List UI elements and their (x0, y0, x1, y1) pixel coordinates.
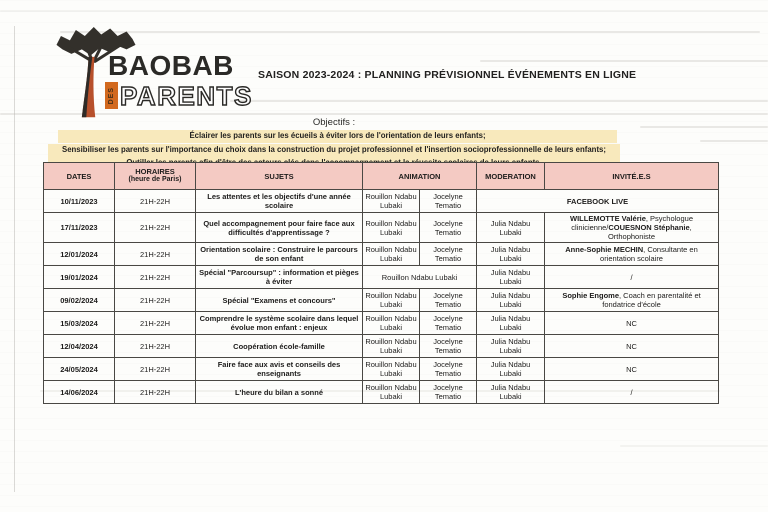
cell-moderation: Julia Ndabu Lubaki (477, 335, 545, 358)
cell-moderation: Julia Ndabu Lubaki (477, 381, 545, 404)
cell-animation-2: Jocelyne Tematio (420, 243, 477, 266)
guest-segment: NC (626, 318, 637, 328)
cell-animation-1: Rouillon Ndabu Lubaki (363, 213, 420, 243)
cell-animation-1: Rouillon Ndabu Lubaki (363, 289, 420, 312)
column-header-horaires (115, 163, 196, 190)
page-edge-line (14, 26, 15, 492)
cell-animation-2: Jocelyne Tematio (420, 213, 477, 243)
column-header-sujets: SUJETS (196, 163, 363, 190)
cell-animation-1: Rouillon Ndabu Lubaki (363, 335, 420, 358)
table-header-row (44, 163, 719, 190)
scan-streak (0, 10, 768, 12)
cell-date: 12/04/2024 (44, 335, 115, 358)
table-row (44, 358, 719, 381)
cell-date: 19/01/2024 (44, 266, 115, 289)
guest-segment: Sophie Engome (562, 291, 619, 300)
logo-text-baobab: BAOBAB (108, 50, 234, 81)
guest-segment: , Coach en parentalité et fondatrice d'école (602, 291, 701, 309)
cell-time: 21H-22H (115, 335, 196, 358)
cell-time: 21H-22H (115, 358, 196, 381)
logo-text-parents: PARENTS (120, 81, 253, 111)
cell-animation-2: Jocelyne Tematio (420, 289, 477, 312)
cell-guests (545, 335, 719, 358)
cell-animation-2: Jocelyne Tematio (420, 312, 477, 335)
cell-subject: Spécial "Examens et concours" (196, 289, 363, 312)
cell-animation-2: Jocelyne Tematio (420, 335, 477, 358)
guest-segment: NC (626, 364, 637, 374)
guest-segment: , Psychologue clinicienne/ (571, 214, 693, 232)
scan-streak (480, 60, 768, 62)
cell-moderation: Julia Ndabu Lubaki (477, 213, 545, 243)
cell-time: 21H-22H (115, 190, 196, 213)
cell-moderation: Julia Ndabu Lubaki (477, 289, 545, 312)
table-row (44, 243, 719, 266)
cell-subject: Les attentes et les objectifs d'une année scolaire (196, 190, 363, 213)
cell-animation-2: Jocelyne Tematio (420, 190, 477, 213)
cell-time: 21H-22H (115, 289, 196, 312)
scan-streak (700, 140, 768, 142)
cell-subject: Faire face aux avis et conseils des enseignants (196, 358, 363, 381)
cell-animation-2: Jocelyne Tematio (420, 358, 477, 381)
cell-moderation: Julia Ndabu Lubaki (477, 312, 545, 335)
cell-animation-1: Rouillon Ndabu Lubaki (363, 190, 420, 213)
cell-subject: Spécial "Parcoursup" : information et pièges à éviter (196, 266, 363, 289)
objectives-label: Objectifs : (312, 117, 356, 128)
cell-animation-merged: Rouillon Ndabu Lubaki (363, 266, 477, 289)
objective-item: Sensibiliser les parents sur l'importance du choix dans la construction du projet professionnel et l'insertion socioprofessionnelle de leurs enfants; (48, 144, 620, 157)
column-header-dates: DATES (44, 163, 115, 190)
baobab-parents-logo (55, 22, 255, 122)
cell-guests (545, 213, 719, 243)
guest-segment: COUESNON Stéphanie (608, 223, 690, 232)
cell-time: 21H-22H (115, 213, 196, 243)
logo-parents-row (105, 82, 253, 109)
column-header-animation: ANIMATION (363, 163, 477, 190)
guest-segment: / (630, 272, 633, 282)
cell-time: 21H-22H (115, 381, 196, 404)
cell-guests (545, 381, 719, 404)
cell-moderation: Julia Ndabu Lubaki (477, 358, 545, 381)
cell-time: 21H-22H (115, 312, 196, 335)
guest-segment: NC (626, 341, 637, 351)
cell-guests (545, 266, 719, 289)
table-row (44, 312, 719, 335)
cell-subject: Orientation scolaire : Construire le parcours de son enfant (196, 243, 363, 266)
guest-segment: , Orthophoniste (607, 223, 692, 241)
table-row (44, 335, 719, 358)
cell-animation-1: Rouillon Ndabu Lubaki (363, 243, 420, 266)
scan-streak (640, 126, 768, 128)
cell-date: 17/11/2023 (44, 213, 115, 243)
table-row (44, 266, 719, 289)
cell-subject: Coopération école-famille (196, 335, 363, 358)
cell-animation-1: Rouillon Ndabu Lubaki (363, 381, 420, 404)
cell-date: 14/06/2024 (44, 381, 115, 404)
guest-segment: / (630, 387, 633, 397)
guest-segment: , Consultante en orientation scolaire (600, 245, 698, 263)
cell-subject: L'heure du bilan a sonné (196, 381, 363, 404)
table-row (44, 289, 719, 312)
cell-date: 24/05/2024 (44, 358, 115, 381)
planning-table (43, 162, 719, 404)
guest-segment: WILLEMOTTE Valérie (570, 214, 646, 223)
column-header-horaires-sublabel: (heure de Paris) (128, 176, 182, 184)
cell-subject: Comprendre le système scolaire dans lequel évolue mon enfant : enjeux (196, 312, 363, 335)
cell-date: 10/11/2023 (44, 190, 115, 213)
cell-guests (545, 289, 719, 312)
cell-date: 12/01/2024 (44, 243, 115, 266)
planning-table-body (44, 190, 719, 404)
table-row (44, 381, 719, 404)
logo-text-des: DES (108, 86, 115, 105)
scan-streak (620, 445, 768, 447)
cell-moderation: Julia Ndabu Lubaki (477, 243, 545, 266)
cell-guests (477, 190, 719, 213)
table-row (44, 213, 719, 243)
guest-segment: Anne-Sophie MECHIN (565, 245, 644, 254)
cell-animation-1: Rouillon Ndabu Lubaki (363, 358, 420, 381)
cell-date: 09/02/2024 (44, 289, 115, 312)
cell-animation-2: Jocelyne Tematio (420, 381, 477, 404)
column-header-invites: INVITÉ.E.S (545, 163, 719, 190)
scan-streak (230, 100, 768, 102)
cell-date: 15/03/2024 (44, 312, 115, 335)
column-header-horaires-label: HORAIRES (135, 167, 175, 177)
objective-item: Éclairer les parents sur les écueils à éviter lors de l'orientation de leurs enfants; (58, 130, 617, 143)
guest-segment: FACEBOOK LIVE (566, 196, 629, 206)
cell-moderation: Julia Ndabu Lubaki (477, 266, 545, 289)
cell-guests (545, 358, 719, 381)
table-row (44, 190, 719, 213)
cell-guests (545, 312, 719, 335)
document-title: SAISON 2023-2024 : PLANNING PRÉVISIONNEL ÉVÉNEMENTS EN LIGNE (258, 69, 637, 81)
cell-time: 21H-22H (115, 266, 196, 289)
cell-animation-1: Rouillon Ndabu Lubaki (363, 312, 420, 335)
cell-guests (545, 243, 719, 266)
cell-subject: Quel accompagnement pour faire face aux difficultés d'apprentissage ? (196, 213, 363, 243)
column-header-moderation: MODERATION (477, 163, 545, 190)
logo-des-badge (105, 82, 118, 109)
cell-time: 21H-22H (115, 243, 196, 266)
